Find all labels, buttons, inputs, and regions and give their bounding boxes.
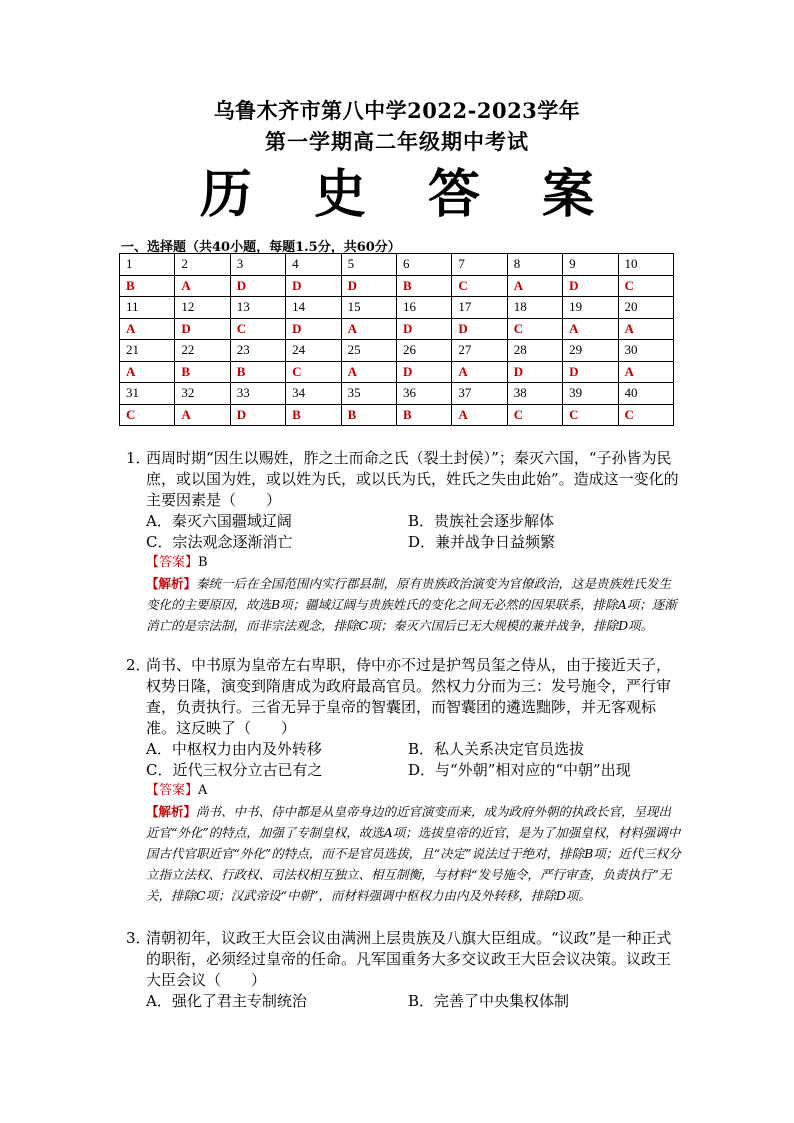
question-number-cell: 13 <box>230 297 285 319</box>
answer-cell: D <box>507 361 562 383</box>
question-number-cell: 25 <box>341 340 396 362</box>
question-number-cell: 21 <box>120 340 175 362</box>
answer-cell: D <box>230 404 285 426</box>
option-d: D．兼并战争日益频繁 <box>408 533 556 551</box>
answer-line <box>146 553 682 573</box>
question-number-cell: 14 <box>286 297 341 319</box>
answer-row <box>120 361 674 383</box>
question-number-cell: 33 <box>230 383 285 405</box>
answer-cell: A <box>452 404 507 426</box>
answer-cell: A <box>507 275 562 297</box>
question-number-cell: 37 <box>452 383 507 405</box>
answer-cell: B <box>396 275 451 297</box>
answer-cell: C <box>618 404 673 426</box>
answer-cell: A <box>175 404 230 426</box>
question-number-cell: 12 <box>175 297 230 319</box>
answer-cell: C <box>120 404 175 426</box>
answer-line <box>146 781 682 801</box>
explanation <box>146 573 682 636</box>
option-row <box>146 760 682 781</box>
answer-label: 【答案】 <box>146 783 199 798</box>
question-number-cell: 17 <box>452 297 507 319</box>
answer-cell: D <box>396 361 451 383</box>
answer-cell: C <box>452 275 507 297</box>
answer-table <box>119 253 674 426</box>
exam-title: 第一学期高二年级期中考试 <box>265 129 529 154</box>
question-number-cell: 28 <box>507 340 562 362</box>
question-2 <box>126 655 682 906</box>
answer-cell: A <box>341 318 396 340</box>
answer-cell: A <box>563 318 618 340</box>
answer-cell: D <box>341 275 396 297</box>
option-d: D．与“外朝”相对应的“中朝”出现 <box>408 761 631 779</box>
answer-cell: A <box>120 361 175 383</box>
answer-cell: D <box>286 318 341 340</box>
option-b: B．完善了中央集权体制 <box>408 992 570 1010</box>
answer-cell: A <box>341 361 396 383</box>
answer-cell: B <box>120 275 175 297</box>
question-number-cell: 15 <box>341 297 396 319</box>
answer-cell: A <box>618 318 673 340</box>
answer-cell: C <box>507 404 562 426</box>
number-row <box>120 297 674 319</box>
answer-cell: D <box>175 318 230 340</box>
option-a: A．强化了君主专制统治 <box>146 992 307 1010</box>
question-number-cell: 22 <box>175 340 230 362</box>
answer-cell: C <box>563 404 618 426</box>
option-row <box>146 511 682 532</box>
number-row <box>120 254 674 276</box>
option-row <box>146 739 682 760</box>
school-year-title: 乌鲁木齐市第八中学2022-2023学年 <box>213 98 581 123</box>
number-row <box>120 340 674 362</box>
answer-cell: D <box>563 275 618 297</box>
question-number-cell: 26 <box>396 340 451 362</box>
question-number: 1． <box>126 449 151 467</box>
question-number-cell: 19 <box>563 297 618 319</box>
option-c: C．宗法观念逐渐消亡 <box>146 533 293 551</box>
answer-cell: D <box>452 318 507 340</box>
option-b: B．贵族社会逐步解体 <box>408 512 555 530</box>
option-row <box>146 991 682 1012</box>
question-number-cell: 31 <box>120 383 175 405</box>
option-a: A．秦灭六国疆域辽阔 <box>146 512 292 530</box>
question-number-cell: 8 <box>507 254 562 276</box>
question-number-cell: 7 <box>452 254 507 276</box>
question-number-cell: 11 <box>120 297 175 319</box>
answer-row <box>120 318 674 340</box>
answer-value: A <box>198 783 208 798</box>
question-number-cell: 38 <box>507 383 562 405</box>
question-1 <box>126 448 682 636</box>
answer-cell: C <box>230 318 285 340</box>
question-number-cell: 9 <box>563 254 618 276</box>
question-number-cell: 29 <box>563 340 618 362</box>
question-number-cell: 40 <box>618 383 673 405</box>
question-stem: 尚书、中书原为皇帝左右卑职，侍中亦不过是护驾员玺之侍从，由于接近天子，权势日隆，演变到隋唐成为政府最高官员。然权力分而为三：发号施令，严行审查，负责执行。三省无异于皇帝的智囊团，而智囊团的遴选黜陟，并无客观标准。这反映了（ ） <box>146 656 672 737</box>
explanation-label: 【解析】 <box>146 576 197 591</box>
question-number-cell: 23 <box>230 340 285 362</box>
question-number-cell: 27 <box>452 340 507 362</box>
option-row <box>146 532 682 553</box>
question-number-cell: 32 <box>175 383 230 405</box>
section-heading: 一、选择题（共40小题，每题1.5分，共60分） <box>121 240 401 255</box>
question-number-cell: 35 <box>341 383 396 405</box>
answer-cell: C <box>507 318 562 340</box>
answer-row <box>120 275 674 297</box>
question-number-cell: 30 <box>618 340 673 362</box>
option-b: B．私人关系决定官员选拔 <box>408 740 585 758</box>
explanation <box>146 801 682 906</box>
question-number-cell: 3 <box>230 254 285 276</box>
explanation-text: 秦统一后在全国范围内实行郡县制，原有贵族政治演变为官僚政治，这是贵族姓氏发生变化的主要原因，故选B项；疆域辽阔与贵族姓氏的变化之间无必然的因果联系，排除A项；逐渐消亡的是宗法制，而非宗法观念，排除C项；秦灭六国后已无大规模的兼并战争，排除D项。 <box>146 576 677 633</box>
answer-cell: D <box>563 361 618 383</box>
question-number-cell: 36 <box>396 383 451 405</box>
question-number-cell: 18 <box>507 297 562 319</box>
question-stem: 西周时期“因生以赐姓，胙之土而命之氏（裂土封侯）”；秦灭六国，“子孙皆为民庶，或以国为姓，或以姓为氏，或以氏为氏，姓氏之失由此始”。造成这一变化的主要因素是（ ） <box>146 449 679 509</box>
question-number-cell: 1 <box>120 254 175 276</box>
answer-cell: A <box>452 361 507 383</box>
question-number-cell: 34 <box>286 383 341 405</box>
answer-value: B <box>198 555 208 570</box>
answer-cell: D <box>286 275 341 297</box>
answer-row <box>120 404 674 426</box>
question-number-cell: 10 <box>618 254 673 276</box>
question-number: 2． <box>126 656 151 674</box>
answer-cell: D <box>396 318 451 340</box>
question-number: 3． <box>126 929 151 947</box>
answer-cell: D <box>230 275 285 297</box>
explanation-label: 【解析】 <box>146 804 197 819</box>
subject-title: 历 史 答 案 <box>199 164 617 225</box>
question-stem: 清朝初年，议政王大臣会议由满洲上层贵族及八旗大臣组成。“议政”是一种正式的职衔，必须经过皇帝的任命。凡军国重务大多交议政王大臣会议决策。议政王大臣会议（ ） <box>146 929 672 989</box>
answer-cell: C <box>286 361 341 383</box>
explanation-text: 尚书、中书、侍中都是从皇帝身边的近官演变而来，成为政府外朝的执政长官，呈现出近官“外化”的特点，加强了专制皇权，故选A项；选拔皇帝的近官，是为了加强皇权，材料强调中国古代官职近官“外化”的特点，而不是官员选拔，且“决定”说法过于绝对，排除B项；近代三权分立指立法权、行政权、司法权相互独立、相互制衡，与材料“发号施令，严行审查，负责执行”无关，排除C项；汉武帝设“中朝”，而材料强调中枢权力由内及外转移，排除D项。 <box>146 804 681 903</box>
answer-cell: B <box>230 361 285 383</box>
question-3 <box>126 928 682 1012</box>
question-number-cell: 20 <box>618 297 673 319</box>
number-row <box>120 383 674 405</box>
option-a: A．中枢权力由内及外转移 <box>146 740 322 758</box>
question-number-cell: 5 <box>341 254 396 276</box>
question-number-cell: 6 <box>396 254 451 276</box>
question-number-cell: 24 <box>286 340 341 362</box>
answer-cell: C <box>618 275 673 297</box>
answer-cell: B <box>396 404 451 426</box>
answer-cell: B <box>286 404 341 426</box>
answer-label: 【答案】 <box>146 555 199 570</box>
answer-cell: A <box>618 361 673 383</box>
answer-cell: A <box>120 318 175 340</box>
answer-cell: B <box>175 361 230 383</box>
option-c: C．近代三权分立古已有之 <box>146 761 323 779</box>
question-number-cell: 2 <box>175 254 230 276</box>
question-number-cell: 16 <box>396 297 451 319</box>
answer-cell: A <box>175 275 230 297</box>
question-number-cell: 39 <box>563 383 618 405</box>
answer-cell: B <box>341 404 396 426</box>
question-number-cell: 4 <box>286 254 341 276</box>
